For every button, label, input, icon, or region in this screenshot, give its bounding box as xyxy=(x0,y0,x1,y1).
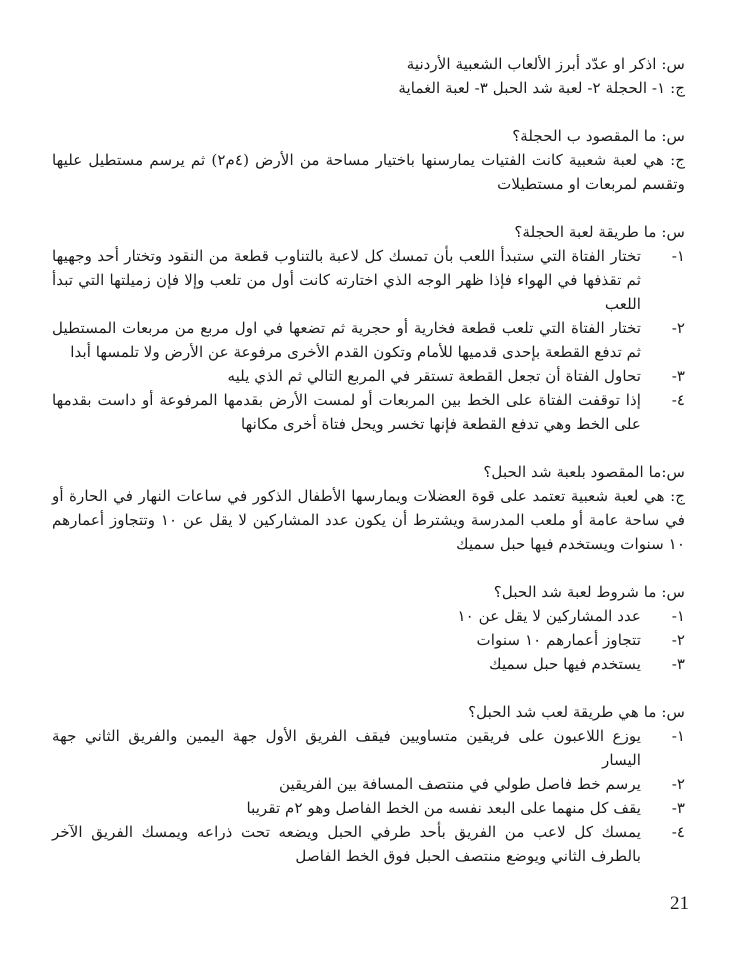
list-item xyxy=(52,652,685,676)
numbered-list xyxy=(52,724,685,868)
item-text: تختار الفتاة التي ستبدأ اللعب بأن تمسك كل لاعبة بالتناوب قطعة من النقود وتختار أحد وجهيها ثم تقذفها في الهواء فإذا ظهر الوجه الذي اختارته كانت أول من تلعب وإلا فإن زميلتها التي تبدأ اللعب xyxy=(52,247,641,313)
document-body xyxy=(52,52,685,892)
item-text: إذا توقفت الفتاة على الخط بين المربعات أو لمست الأرض بقدمها المرفوعة أو داست بقدمها على الخط وهي تدفع القطعة فإنها تخسر ويحل فتاة أخرى مكانها xyxy=(52,391,641,433)
item-number: ٤- xyxy=(671,391,685,409)
item-text: يوزع اللاعبون على فريقين متساويين فيقف الفريق الأول جهة اليمين والفريق الثاني جهة اليسار xyxy=(52,727,641,769)
item-text: تحاول الفتاة أن تجعل القطعة تستقر في المربع التالي ثم الذي يليه xyxy=(227,367,641,385)
section-hopscotch-definition xyxy=(52,124,685,196)
item-text: تتجاوز أعمارهم ١٠ سنوات xyxy=(476,631,641,649)
numbered-list xyxy=(52,604,685,676)
item-text: يمسك كل لاعب من الفريق بأحد طرفي الحبل ويضعه تحت ذراعه ويمسك الفريق الآخر بالطرف الثاني ويوضع منتصف الحبل فوق الخط الفاصل xyxy=(52,823,641,865)
item-text: يستخدم فيها حبل سميك xyxy=(489,655,641,673)
item-number: ٢- xyxy=(671,319,685,337)
item-text: يرسم خط فاصل طولي في منتصف المسافة بين الفريقين xyxy=(278,775,641,793)
answer-text: ج: ١- الحجلة ٢- لعبة شد الحبل ٣- لعبة الغماية xyxy=(398,79,685,97)
item-number: ٣- xyxy=(671,799,685,817)
list-item xyxy=(52,316,685,364)
list-item xyxy=(52,820,685,868)
question-text: س: اذكر او عدّد أبرز الألعاب الشعبية الأردنية xyxy=(406,55,685,73)
item-number: ١- xyxy=(671,247,685,265)
list-item xyxy=(52,724,685,772)
item-text: يقف كل منهما على البعد نفسه من الخط الفاصل وهو ٢م تقريبا xyxy=(246,799,641,817)
list-item xyxy=(52,388,685,436)
item-number: ٢- xyxy=(671,775,685,793)
item-number: ١- xyxy=(671,607,685,625)
question-text: س: ما المقصود ب الحجلة؟ xyxy=(512,127,685,145)
item-number: ٢- xyxy=(671,631,685,649)
numbered-list xyxy=(52,244,685,436)
answer-text: ج: هي لعبة شعبية تعتمد على قوة العضلات ويمارسها الأطفال الذكور في ساعات النهار في الحارة أو في ساحة عامة أو ملعب المدرسة ويشترط أن يكون عدد المشاركين لا يقل عن ١٠ وتتجاوز أعمارهم ١٠ سنوات ويستخدم فيها حبل سميك xyxy=(52,487,685,553)
section-hopscotch-method xyxy=(52,220,685,436)
item-text: تختار الفتاة التي تلعب قطعة فخارية أو حجرية ثم تضعها في اول مربع من مربعات المستطيل ثم تدفع القطعة بإحدى قدميها للأمام وتكون القدم الأخرى مرفوعة عن الأرض ولا تلمسها أبدا xyxy=(52,319,641,361)
page-number: 21 xyxy=(670,893,689,914)
item-number: ٣- xyxy=(671,655,685,673)
list-item xyxy=(52,244,685,316)
list-item xyxy=(52,604,685,628)
item-text: عدد المشاركين لا يقل عن ١٠ xyxy=(457,607,641,625)
section-tug-of-war-conditions xyxy=(52,580,685,676)
section-tug-of-war-method xyxy=(52,700,685,868)
question-text: س:ما المقصود بلعبة شد الحبل؟ xyxy=(483,463,685,481)
list-item xyxy=(52,364,685,388)
list-item xyxy=(52,628,685,652)
item-number: ٣- xyxy=(671,367,685,385)
question-text: س: ما طريقة لعبة الحجلة؟ xyxy=(514,223,685,241)
item-number: ١- xyxy=(671,727,685,745)
question-text: س: ما شروط لعبة شد الحبل؟ xyxy=(493,583,685,601)
list-item xyxy=(52,796,685,820)
section-tug-of-war-definition xyxy=(52,460,685,556)
section-popular-games xyxy=(52,52,685,100)
answer-text: ج: هي لعبة شعبية كانت الفتيات يمارسنها باختيار مساحة من الأرض (٤م٢) ثم يرسم مستطيل عليها وتقسم لمربعات او مستطيلات xyxy=(52,151,685,193)
question-text: س: ما هي طريقة لعب شد الحبل؟ xyxy=(468,703,685,721)
list-item xyxy=(52,772,685,796)
item-number: ٤- xyxy=(671,823,685,841)
